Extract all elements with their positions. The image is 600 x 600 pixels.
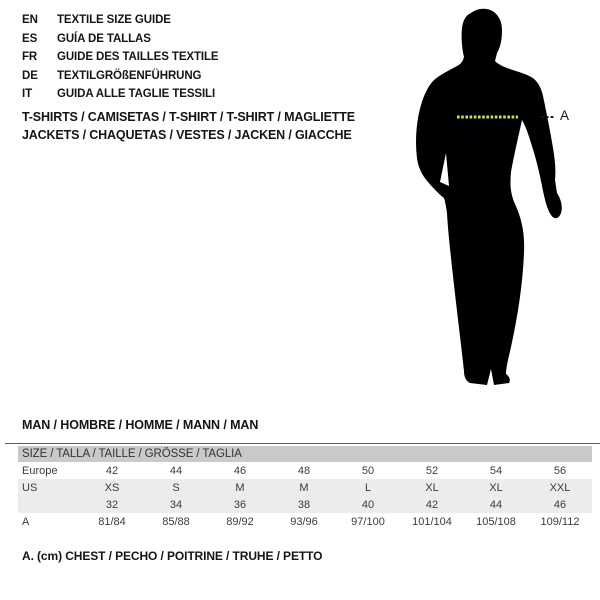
table-cell: 105/108 [476,515,516,528]
table-cell: 52 [425,464,439,477]
table-cell: 38 [297,498,311,511]
table-cell: 48 [297,464,311,477]
table-cell: 44 [489,498,503,511]
size-table-header: SIZE / TALLA / TAILLE / GRÖSSE / TAGLIA [18,446,592,462]
table-row [18,513,592,530]
language-row [22,67,219,86]
table-cell: XS [104,481,120,494]
language-code: IT [22,88,33,100]
language-list [22,11,219,104]
table-row [18,496,592,513]
table-cell: 50 [361,464,375,477]
table-cell: 89/92 [226,515,254,528]
measure-label-a: A [560,108,570,123]
table-cell: XL [425,481,439,494]
language-code: FR [22,51,38,63]
category-line: T-SHIRTS / CAMISETAS / T-SHIRT / T-SHIRT / MAGLIETTE [22,110,355,124]
language-row [22,48,219,67]
category-list [22,109,355,144]
table-cell: 36 [233,498,247,511]
table-cell: 44 [169,464,183,477]
row-label: A [22,515,30,528]
table-cell: 32 [105,498,119,511]
table-cell: 46 [233,464,247,477]
language-title: GUIDE DES TAILLES TEXTILE [57,51,219,63]
language-row [22,85,219,104]
language-title: GUÍA DE TALLAS [57,32,151,45]
table-cell: 56 [553,464,567,477]
table-cell: 42 [425,498,439,511]
category-line: JACKETS / CHAQUETAS / VESTES / JACKEN / GIACCHE [22,127,352,142]
table-row [18,462,592,479]
table-cell: 101/104 [412,515,452,528]
table-cell: XL [489,481,503,494]
man-silhouette-image [395,0,590,390]
language-code: ES [22,32,38,45]
language-code: EN [22,14,38,26]
table-cell: 93/96 [290,515,318,528]
language-code: DE [22,69,38,82]
table-cell: 109/112 [540,515,580,528]
table-cell: XXL [549,481,571,494]
table-row [18,479,592,496]
language-title: GUIDA ALLE TAGLIE TESSILI [57,88,216,100]
table-cell: M [299,481,309,494]
table-cell: 46 [553,498,567,511]
table-cell: S [172,481,180,494]
table-cell: 81/84 [98,515,126,528]
table-cell: 40 [361,498,375,511]
table-cell: L [364,481,372,494]
table-cell: 54 [489,464,503,477]
table-top-rule [5,443,600,444]
table-cell: 85/88 [162,515,190,528]
row-label: Europe [22,464,58,477]
table-cell: 42 [105,464,119,477]
section-title: MAN / HOMBRE / HOMME / MANN / MAN [22,418,259,432]
table-cell: 97/100 [351,515,385,528]
row-label: US [22,481,38,494]
table-cell: 34 [169,498,183,511]
language-row [22,11,219,30]
footnote-chest: A. (cm) CHEST / PECHO / POITRINE / TRUHE / PETTO [22,549,323,563]
language-title: TEXTILE SIZE GUIDE [57,14,171,26]
language-row [22,30,219,49]
man-silhouette [416,9,562,385]
language-title: TEXTILGRÖßENFÜHRUNG [57,69,202,82]
table-cell: M [235,481,245,494]
size-table [18,446,592,530]
